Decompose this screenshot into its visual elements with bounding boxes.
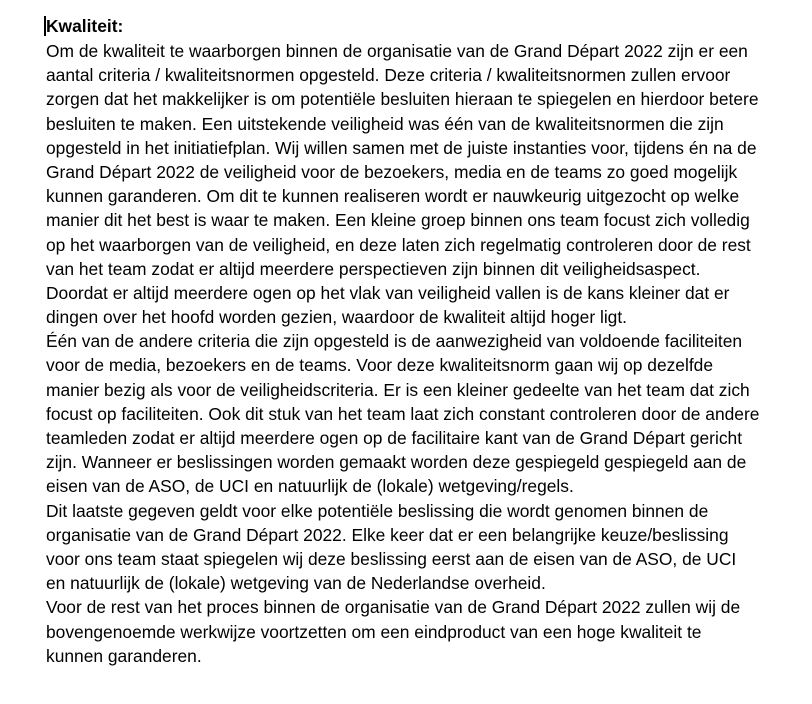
text-line: van het team zodat er altijd meerdere perspectieven zijn binnen dit veiligheidsaspect. — [46, 258, 701, 279]
text-line: manier dit het best is waar te maken. Een kleine groep binnen ons team focust zich volledig — [46, 210, 750, 231]
text-line: opgesteld in het initiatiefplan. Wij willen samen met de juiste instanties voor, tijdens én na de — [46, 137, 757, 158]
text-line: en natuurlijk de (lokale) wetgeving van de Nederlandse overheid. — [46, 573, 546, 594]
text-line: eisen van de ASO, de UCI en natuurlijk de (lokale) wetgeving/regels. — [46, 476, 574, 497]
section-heading — [46, 13, 806, 39]
text-line: zijn. Wanneer er beslissingen worden gemaakt worden deze gespiegeld gespiegeld aan de — [46, 452, 747, 473]
text-line: besluiten te maken. Een uitstekende veiligheid was één van de kwaliteitsnormen die zijn — [46, 113, 724, 134]
text-line: voor ons team staat spiegelen wij deze beslissing eerst aan de eisen van de ASO, de UCI — [46, 548, 737, 569]
text-line: manier bezig als voor de veiligheidscriteria. Er is een kleiner gedeelte van het team dat zich — [46, 379, 750, 400]
text-line: op het waarborgen van de veiligheid, en deze laten zich regelmatig controleren door de rest — [46, 234, 751, 255]
text-cursor — [44, 16, 46, 36]
text-line: kunnen garanderen. — [46, 645, 202, 666]
text-line: organisatie van de Grand Départ 2022. Elke keer dat er een belangrijke keuze/beslissing — [46, 524, 729, 545]
text-line: teamleden zodat er altijd meerdere ogen op de facilitaire kant van de Grand Départ gericht — [46, 428, 743, 448]
text-line: focust op faciliteiten. Ook dit stuk van het team laat zich constant controleren door de andere — [46, 403, 760, 424]
text-line: Één van de andere criteria die zijn opgesteld is de aanwezigheid van voldoende faciliteiten — [46, 331, 743, 352]
section-heading-text: Kwaliteit: — [46, 16, 124, 36]
text-line: Dit laatste gegeven geldt voor elke potentiële beslissing die wordt genomen binnen de — [46, 500, 709, 521]
text-line: Doordat er altijd meerdere ogen op het vlak van veiligheid vallen is de kans kleiner dat er — [46, 282, 730, 303]
text-line: dingen over het hoofd worden gezien, waardoor de kwaliteit altijd hoger ligt. — [46, 307, 628, 328]
text-line: kunnen garanderen. Om dit te kunnen realiseren wordt er nauwkeurig uitgezocht op welke — [46, 186, 740, 207]
paragraph-block — [46, 39, 806, 668]
text-line: Voor de rest van het proces binnen de organisatie van de Grand Départ 2022 zullen wij de — [46, 597, 741, 618]
text-line: Grand Départ 2022 de veiligheid voor de bezoekers, media en de teams zo goed mogelijk — [46, 161, 738, 182]
text-line: voor de media, bezoekers en de teams. Voor deze kwaliteitsnorm gaan wij op dezelfde — [46, 355, 714, 376]
document-body[interactable] — [46, 13, 806, 668]
text-line: bovengenoemde werkwijze voortzetten om een eindproduct van een hoge kwaliteit te — [46, 621, 702, 642]
text-line: Om de kwaliteit te waarborgen binnen de organisatie van de Grand Départ 2022 zijn er een — [46, 41, 748, 61]
text-line: zorgen dat het makkelijker is om potentiële besluiten hieraan te spiegelen en hierdoor betere — [46, 89, 759, 110]
text-line: aantal criteria / kwaliteitsnormen opgesteld. Deze criteria / kwaliteitsnormen zullen ervoor — [46, 65, 731, 86]
